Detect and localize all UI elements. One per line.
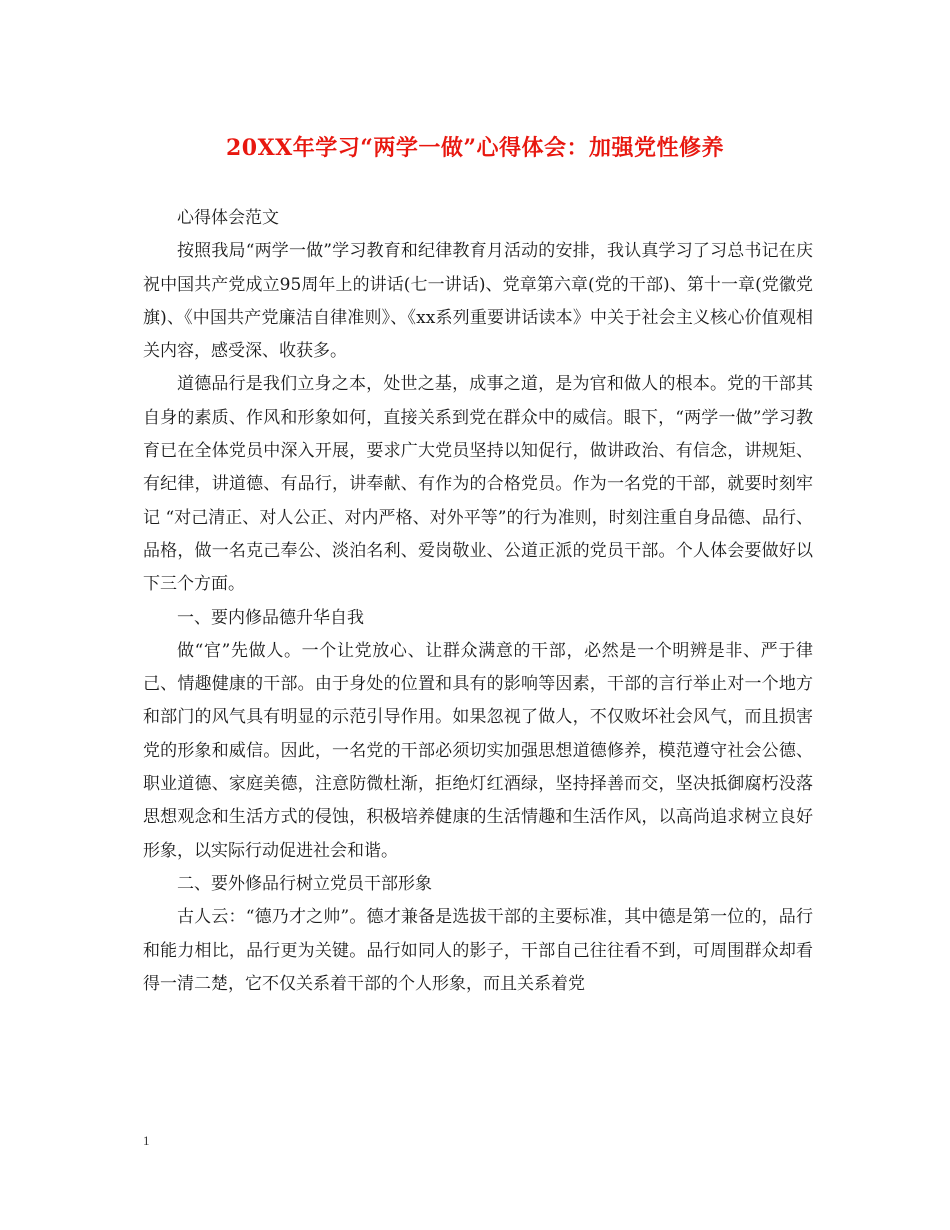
page-number: 1 — [143, 1133, 150, 1148]
paragraph-section-2: 古人云：“德乃才之帅”。德才兼备是选拔干部的主要标准，其中德是第一位的，品行和能力相比，品行更为关键。品行如同人的影子，干部自己往往看不到，可周围群众却看得一清二楚，它不仅关系着干部的个人形象，而且关系着党 — [143, 907, 813, 994]
document-title: 20XX年学习“两学一做”心得体会：加强党性修养 — [225, 135, 725, 161]
paragraph-morality: 道德品行是我们立身之本，处世之基，成事之道，是为官和做人的根本。党的干部其自身的素质、作风和形象如何，直接关系到党在群众中的威信。眼下，“两学一做”学习教育已在全体党员中深入开展，要求广大党员坚持以知促行，做讲政治、有信念，讲规矩、有纪律，讲道德、有品行，讲奉献、有作为的合格党员。作为一名党的干部，就要时刻牢记 “对己清正、对人公正、对内严格、对外平等”的行为准则，时刻注重自身品德、品行、品格，做一名克己奉公、淡泊名利、爱岗敬业、公道正派的党员干部。个人体会要做好以下三个方面。 — [143, 374, 813, 595]
paragraph-label: 心得体会范文 — [177, 208, 279, 228]
section-heading-2: 二、要外修品行树立党员干部形象 — [177, 873, 432, 894]
document-body — [143, 202, 813, 1001]
paragraph-section-1: 做“官”先做人。一个让党放心、让群众满意的干部，必然是一个明辨是非、严于律己、情趣健康的干部。由于身处的位置和具有的影响等因素，干部的言行举止对一个地方和部门的风气具有明显的示范引导作用。如果忽视了做人，不仅败坏社会风气，而且损害党的形象和威信。因此，一名党的干部必须切实加强思想道德修养，模范遵守社会公德、职业道德、家庭美德，注意防微杜渐，拒绝灯红酒绿，坚持择善而交，坚决抵御腐朽没落思想观念和生活方式的侵蚀，积极培养健康的生活情趣和生活作风，以高尚追求树立良好形象，以实际行动促进社会和谐。 — [143, 640, 813, 861]
section-heading-1: 一、要内修品德升华自我 — [177, 607, 364, 628]
paragraph-intro: 按照我局“两学一做”学习教育和纪律教育月活动的安排，我认真学习了习总书记在庆祝中国共产党成立95周年上的讲话(七一讲话)、党章第六章(党的干部)、第十一章(党徽党旗)、《中国共产党廉洁自律准则》、《xx系列重要讲话读本》中关于社会主义核心价值观相关内容，感受深、收获多。 — [143, 241, 813, 362]
